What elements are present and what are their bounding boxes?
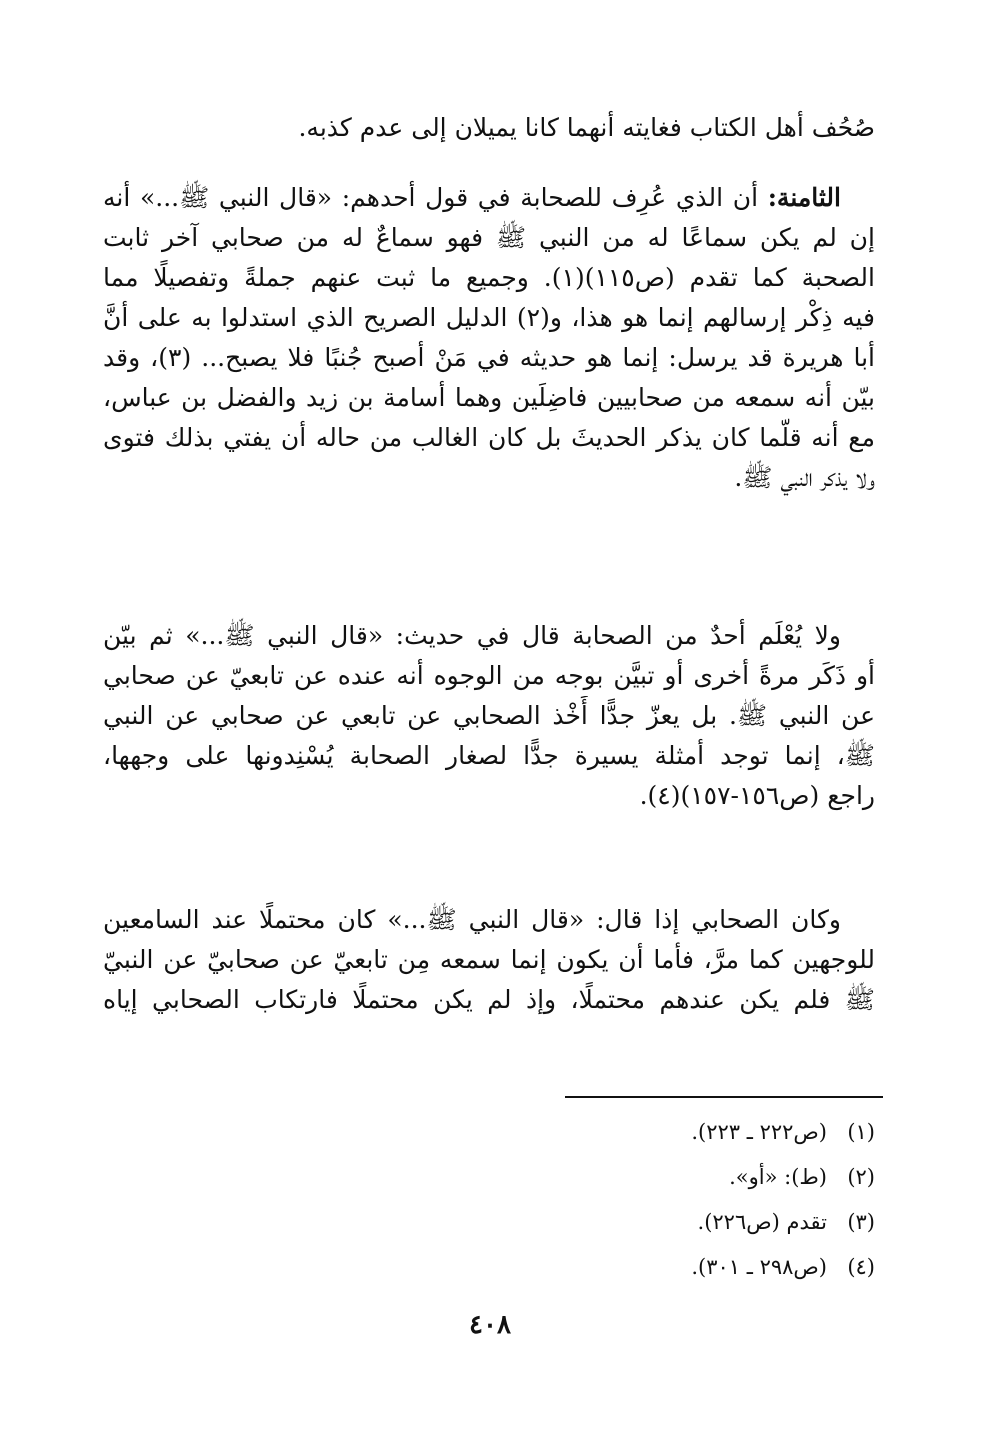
footnote-item — [475, 1245, 875, 1290]
footnote-number: (٣) — [847, 1210, 875, 1234]
text-line-content: أن الذي عُرِف للصحابة في قول أحدهم: «قال النبي ﷺ...» أنه — [103, 183, 768, 212]
text-line: أبا هريرة قد يرسل: إنما هو حديثه في مَنْ أصبح جُنبًا فلا يصبح... (٣)، وقد — [103, 343, 875, 372]
footnote-number: (٢) — [847, 1165, 875, 1189]
paragraph-2 — [103, 178, 875, 498]
text-line: بيّن أنه سمعه من صحابيين فاضِلَين وهما أسامة بن زيد والفضل بن عباس، — [103, 383, 875, 412]
footnote-item — [475, 1110, 875, 1155]
paragraph-4 — [103, 900, 875, 1020]
paragraph-lead: الثامنة: — [767, 183, 841, 212]
footnote-text: (ط): «أو». — [729, 1165, 827, 1189]
text-line: ﷺ، إنما توجد أمثلة يسيرة جدًّا لصغار الصحابة يُسْنِدونها على وجهها، — [103, 741, 875, 770]
page-number: ٤٠٨ — [469, 1310, 511, 1340]
footnote-number: (٤) — [847, 1255, 875, 1279]
text-line: أو ذَكَر مرةً أخرى أو تبيَّن بوجه من الوجوه أنه عنده عن تابعيّ عن صحابي — [103, 661, 875, 690]
text-line: وكان الصحابي إذا قال: «قال النبي ﷺ...» كان محتملًا عند السامعين — [103, 905, 841, 934]
text-line: راجع (ص١٥٦-١٥٧)(٤). — [639, 781, 875, 810]
footnote-text: تقدم (ص٢٢٦). — [697, 1210, 827, 1234]
text-line: ولا يُعْلَم أحدٌ من الصحابة قال في حديث: «قال النبي ﷺ...» ثم بيّن — [103, 621, 841, 650]
footnote-item — [475, 1155, 875, 1200]
text-line — [103, 178, 875, 218]
text-line: الصحبة كما تقدم (ص١١٥)(١). وجميع ما ثبت عنهم جملةً وتفصيلًا مما — [103, 263, 875, 292]
paragraph-1 — [103, 108, 875, 148]
text-line: فيه ذِكْر إرسالهم إنما هو هذا، و(٢) الدليل الصريح الذي استدلوا به على أنَّ — [103, 303, 875, 332]
footnote-text: (ص٢٩٨ ـ ٣٠١). — [691, 1255, 827, 1279]
text-line: صُحُف أهل الكتاب فغايته أنهما كانا يميلان إلى عدم كذبه. — [298, 113, 875, 142]
paragraph-3 — [103, 616, 875, 816]
footnotes — [475, 1110, 875, 1290]
text-line: إن لم يكن سماعًا له من النبي ﷺ فهو سماعٌ له من صحابي آخر ثابت — [103, 223, 875, 252]
text-line: ولا يذكر النبي ﷺ. — [734, 463, 875, 492]
footnote-separator — [565, 1096, 883, 1098]
footnote-number: (١) — [847, 1120, 875, 1144]
text-line: عن النبي ﷺ. بل يعزّ جدًّا أَخْذ الصحابي عن تابعي عن صحابي عن النبي — [103, 701, 875, 730]
text-line: للوجهين كما مرَّ، فأما أن يكون إنما سمعه مِن تابعيّ عن صحابيّ عن النبيّ — [103, 945, 875, 974]
text-line: مع أنه قلّما كان يذكر الحديثَ بل كان الغالب من حاله أن يفتي بذلك فتوى — [103, 423, 875, 452]
text-line: ﷺ فلم يكن عندهم محتملًا، وإذ لم يكن محتملًا فارتكاب الصحابي إياه — [103, 985, 875, 1014]
footnote-item — [475, 1200, 875, 1245]
footnote-text: (ص٢٢٢ ـ ٢٢٣). — [691, 1120, 827, 1144]
